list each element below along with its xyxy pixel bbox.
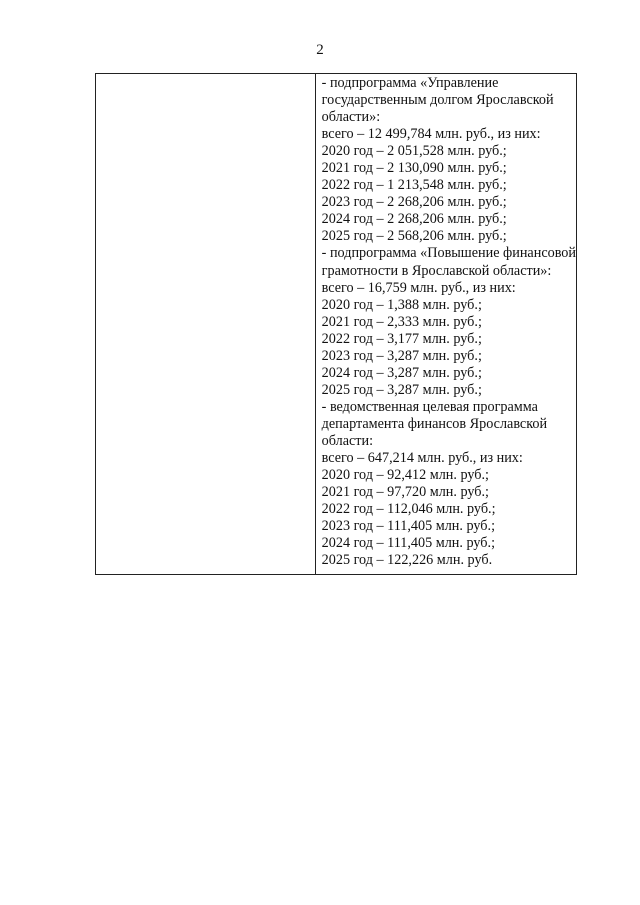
text-line: 2021 год – 97,720 млн. руб.; <box>321 484 489 501</box>
text-line: 2023 год – 111,405 млн. руб.; <box>321 518 496 535</box>
text-line: 2025 год – 122,226 млн. руб. <box>321 552 493 569</box>
text-line: 2025 год – 2 568,206 млн. руб.; <box>321 228 507 245</box>
text-line: 2024 год – 3,287 млн. руб.; <box>321 364 482 381</box>
table-left-cell <box>96 74 316 574</box>
table-right-cell <box>316 74 576 574</box>
text-line: всего – 16,759 млн. руб., из них: <box>321 279 516 296</box>
text-line: 2023 год – 2 268,206 млн. руб.; <box>321 194 507 211</box>
text-line: 2022 год – 112,046 млн. руб.; <box>321 501 496 518</box>
text-line: 2021 год – 2 130,090 млн. руб.; <box>321 160 507 177</box>
text-line: 2022 год – 1 213,548 млн. руб.; <box>321 177 507 194</box>
text-line: 2020 год – 1,388 млн. руб.; <box>321 296 482 313</box>
text-line: государственным долгом Ярославской <box>321 92 554 109</box>
text-line: 2023 год – 3,287 млн. руб.; <box>321 347 482 364</box>
text-line: 2020 год – 92,412 млн. руб.; <box>321 467 489 484</box>
text-line: 2020 год – 2 051,528 млн. руб.; <box>321 143 507 160</box>
text-line: департамента финансов Ярославской <box>321 415 548 432</box>
text-line: - подпрограмма «Повышение финансовой <box>321 245 576 262</box>
text-line: 2024 год – 111,405 млн. руб.; <box>321 535 496 552</box>
page-number: 2 <box>316 42 324 58</box>
text-line: 2022 год – 3,177 млн. руб.; <box>321 330 482 347</box>
text-line: - подпрограмма «Управление <box>321 75 499 91</box>
text-line: 2021 год – 2,333 млн. руб.; <box>321 313 482 330</box>
text-line: области»: <box>321 109 381 126</box>
text-line: 2024 год – 2 268,206 млн. руб.; <box>321 211 507 228</box>
text-line: всего – 647,214 млн. руб., из них: <box>321 450 523 467</box>
text-line: - ведомственная целевая программа <box>321 398 538 415</box>
text-line: 2025 год – 3,287 млн. руб.; <box>321 381 482 398</box>
text-line: области: <box>321 432 374 449</box>
funding-table <box>95 73 577 575</box>
text-line: грамотности в Ярославской области»: <box>321 262 552 279</box>
text-line: всего – 12 499,784 млн. руб., из них: <box>321 126 541 143</box>
